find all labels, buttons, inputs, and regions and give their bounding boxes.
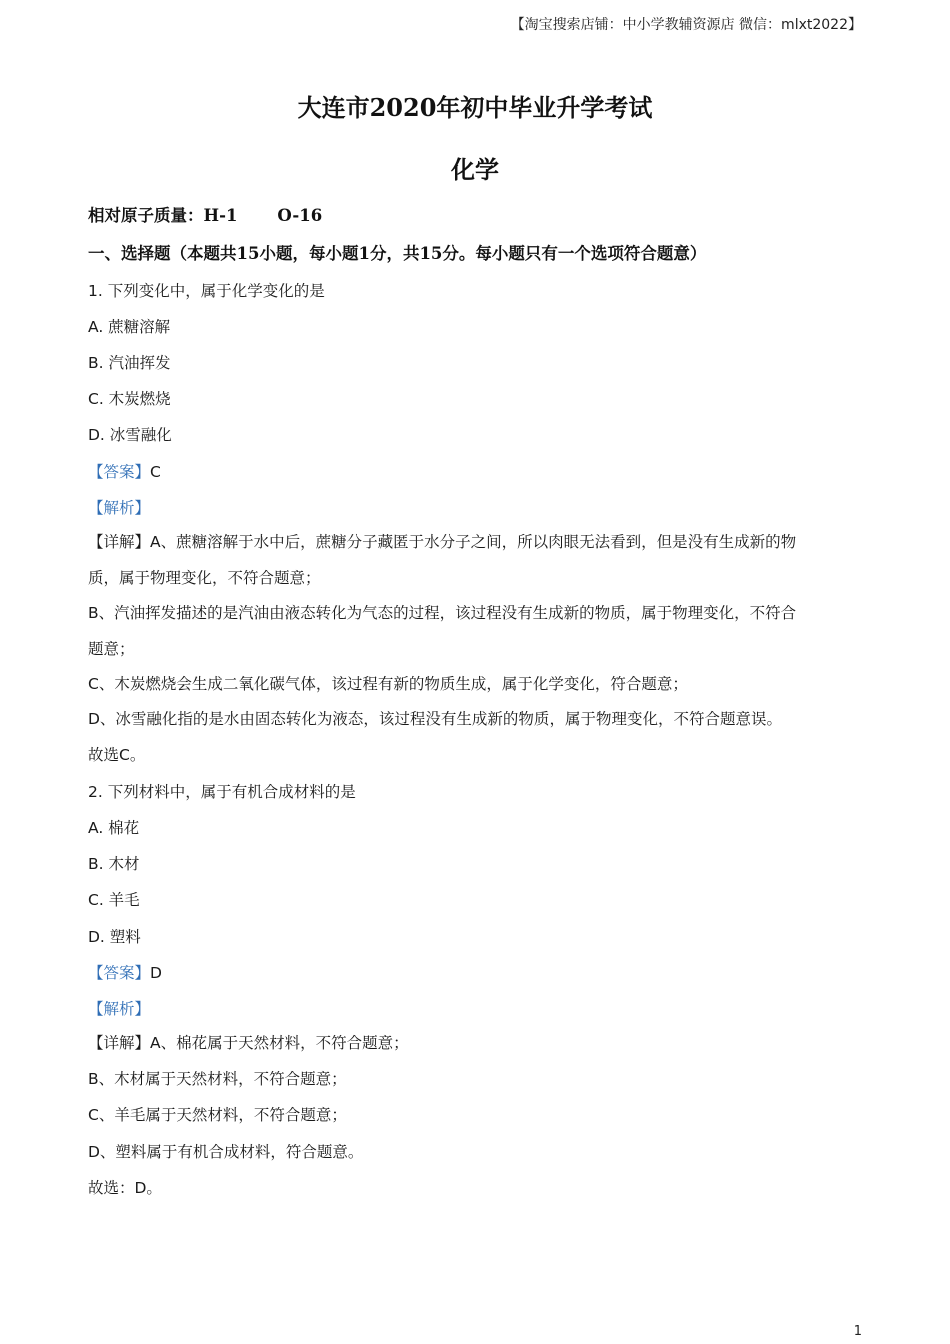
q2-detail-text-1: A、棉花属于天然材料，不符合题意； bbox=[150, 1034, 409, 1052]
q2-stem: 2. 下列材料中，属于有机合成材料的是 bbox=[88, 783, 356, 801]
section-heading: 一、选择题（本题共15小题，每小题1分，共15分。每小题只有一个选项符合题意） bbox=[88, 244, 707, 263]
q1-conclusion: 故选C。 bbox=[88, 746, 146, 764]
q1-option-b: B. 汽油挥发 bbox=[88, 354, 171, 372]
q1-answer: C bbox=[150, 463, 161, 481]
q2-analysis-tag: 【解析】 bbox=[88, 1000, 151, 1018]
q2-detail-line-2: B、木材属于天然材料，不符合题意； bbox=[88, 1070, 347, 1088]
q2-option-d: D. 塑料 bbox=[88, 928, 141, 946]
q1-option-c: C. 木炭燃烧 bbox=[88, 390, 171, 408]
q2-detail-tag: 【详解】 bbox=[88, 1034, 151, 1052]
q2-option-c: C. 羊毛 bbox=[88, 891, 140, 909]
q1-answer-tag: 【答案】 bbox=[88, 463, 151, 481]
q1-option-a: A. 蔗糖溶解 bbox=[88, 318, 171, 336]
q1-detail-tag: 【详解】 bbox=[88, 533, 151, 551]
q2-option-b: B. 木材 bbox=[88, 855, 140, 873]
q1-detail-line-1 bbox=[88, 531, 864, 553]
q2-answer-line bbox=[88, 962, 864, 984]
atomic-mass-label: 相对原子质量： bbox=[88, 206, 204, 225]
q1-detail-line-4: 题意； bbox=[88, 640, 135, 658]
shop-info-header: 【淘宝搜索店铺：中小学教辅资源店 微信：mlxt2022】 bbox=[510, 17, 862, 33]
q1-detail-line-6: D、冰雪融化指的是水由固态转化为液态，该过程没有生成新的物质，属于物理变化，不符合题意误。 bbox=[88, 710, 782, 728]
q1-option-d: D. 冰雪融化 bbox=[88, 426, 172, 444]
q2-conclusion: 故选：D。 bbox=[88, 1179, 162, 1197]
q1-detail-line-3: B、汽油挥发描述的是汽油由液态转化为气态的过程，该过程没有生成新的物质，属于物理变化，不符合 bbox=[88, 604, 797, 622]
q1-answer-line bbox=[88, 461, 864, 483]
q2-detail-line-1 bbox=[88, 1032, 864, 1054]
atomic-mass-h: H-1 bbox=[203, 206, 238, 225]
exam-title: 大连市2020年初中毕业升学考试 bbox=[297, 93, 653, 122]
q2-detail-line-3: C、羊毛属于天然材料，不符合题意； bbox=[88, 1106, 347, 1124]
q1-stem: 1. 下列变化中，属于化学变化的是 bbox=[88, 282, 325, 300]
q1-detail-line-5: C、木炭燃烧会生成二氧化碳气体，该过程有新的物质生成，属于化学变化，符合题意； bbox=[88, 675, 688, 693]
atomic-mass-line bbox=[88, 205, 864, 227]
q1-detail-line-2: 质，属于物理变化，不符合题意； bbox=[88, 569, 321, 587]
subject-title: 化学 bbox=[451, 155, 499, 184]
q1-analysis-tag: 【解析】 bbox=[88, 499, 151, 517]
page-number: 1 bbox=[853, 1324, 862, 1339]
q2-option-a: A. 棉花 bbox=[88, 819, 140, 837]
q1-detail-text-1: A、蔗糖溶解于水中后，蔗糖分子藏匿于水分子之间，所以肉眼无法看到，但是没有生成新的物 bbox=[150, 533, 797, 551]
atomic-mass-o: O-16 bbox=[277, 206, 323, 225]
q2-answer-tag: 【答案】 bbox=[88, 964, 151, 982]
q2-answer: D bbox=[150, 964, 162, 982]
q2-detail-line-4: D、塑料属于有机合成材料，符合题意。 bbox=[88, 1143, 364, 1161]
